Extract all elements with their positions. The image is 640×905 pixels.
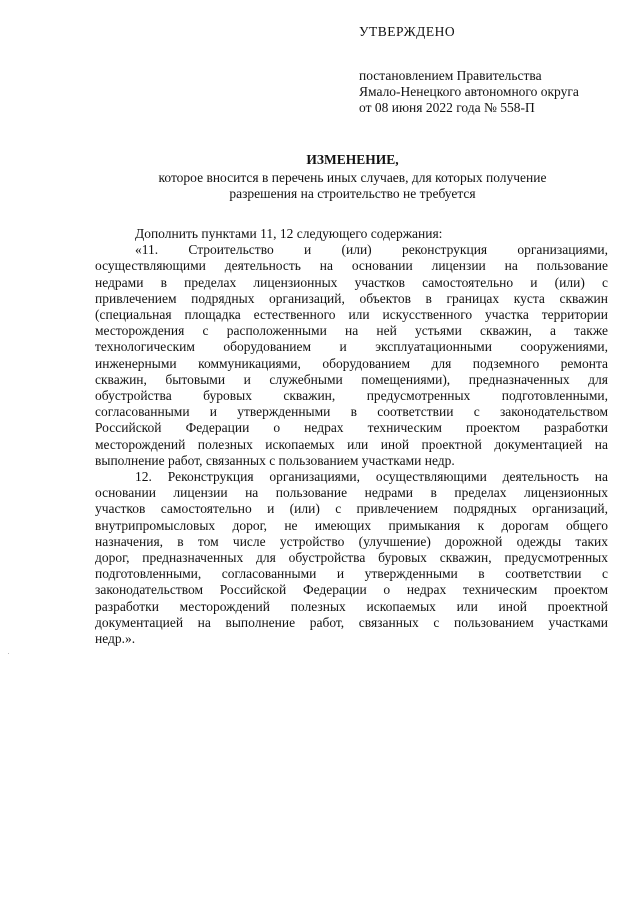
paragraph-line: законодательством Российской Федерации о недрах техническим проектом [95,582,608,598]
paragraph-line: документацией на выполнение работ, связанных с пользованием участками [95,614,608,630]
intro-paragraph: Дополнить пунктами 11, 12 следующего содержания: [135,226,443,241]
paragraph-line: согласованными и утвержденными в соответствии с законодательством [95,404,608,420]
paragraph-12 [95,469,608,647]
paragraph-line: «11. Строительство и (или) реконструкция организациями, [135,242,608,258]
paragraph-line: основании лицензии на пользование недрами в пределах лицензионных [95,485,608,501]
paragraph-line: разработки месторождений полезных ископаемых или иной проектной [95,598,608,614]
approval-heading: УТВЕРЖДЕНО [359,24,456,39]
approval-stamp [359,24,579,116]
approval-line: Ямало-Ненецкого автономного округа [359,84,579,99]
paragraph-line: внутрипромысловых дорог, не имеющих примыкания к дорогам общего [95,517,608,533]
approval-line: постановлением Правительства [359,68,542,83]
paragraph-line: скважин, бытовыми и служебными помещениями), предназначенных для [95,371,608,387]
paragraph-line: Российской Федерации о недрах техническим проектом разработки [95,420,608,436]
paragraph-line: инженерными коммуникациями, оборудованием для подземного ремонта [95,355,608,371]
paragraph-line: 12. Реконструкция организациями, осуществляющими деятельность на [135,469,608,485]
document-body [95,226,608,647]
paragraph-line: привлечением подрядных организаций, объектов в границах куста скважин [95,290,608,306]
paragraph-line: технологическим оборудованием и эксплуатационными сооружениями, [95,339,608,355]
document-subtitle-line: которое вносится в перечень иных случаев, для которых получение [158,170,547,185]
paragraph-line: осуществляющими деятельность на основании лицензии на пользование [95,258,608,274]
paragraph-line: выполнение работ, связанных с пользованием участками недр. [95,452,455,468]
paragraph-11 [95,242,608,469]
paragraph-line: месторождений полезных ископаемых или иной проектной документацией на [95,436,608,452]
paragraph-line: дорог, предназначенных для обустройства буровых скважин, предусмотренных [95,550,608,566]
paragraph-line: месторождения с расположенными на ней устьями скважин, а также [95,323,608,339]
paragraph-line: назначения, в том числе устройство (улучшение) дорожной одежды таких [95,533,608,549]
paragraph-line: подготовленными, согласованными и утвержденными в соответствии с [95,566,608,582]
paragraph-line: (специальная площадка естественного или искусственного участка территории [95,307,608,323]
paragraph-line: недрами в пределах лицензионных участков самостоятельно и (или) с [95,274,608,290]
document-title-block [90,152,615,202]
paragraph-line: недр.». [95,631,136,647]
document-title: ИЗМЕНЕНИЕ, [306,152,399,167]
scan-speck [8,653,9,654]
approval-line: от 08 июня 2022 года № 558-П [359,100,535,115]
document-subtitle-line: разрешения на строительство не требуется [229,186,476,201]
paragraph-line: обустройства буровых скважин, предусмотренных подготовленными, [95,388,608,404]
paragraph-line: участков самостоятельно и (или) с привлечением подрядных организаций, [95,501,608,517]
